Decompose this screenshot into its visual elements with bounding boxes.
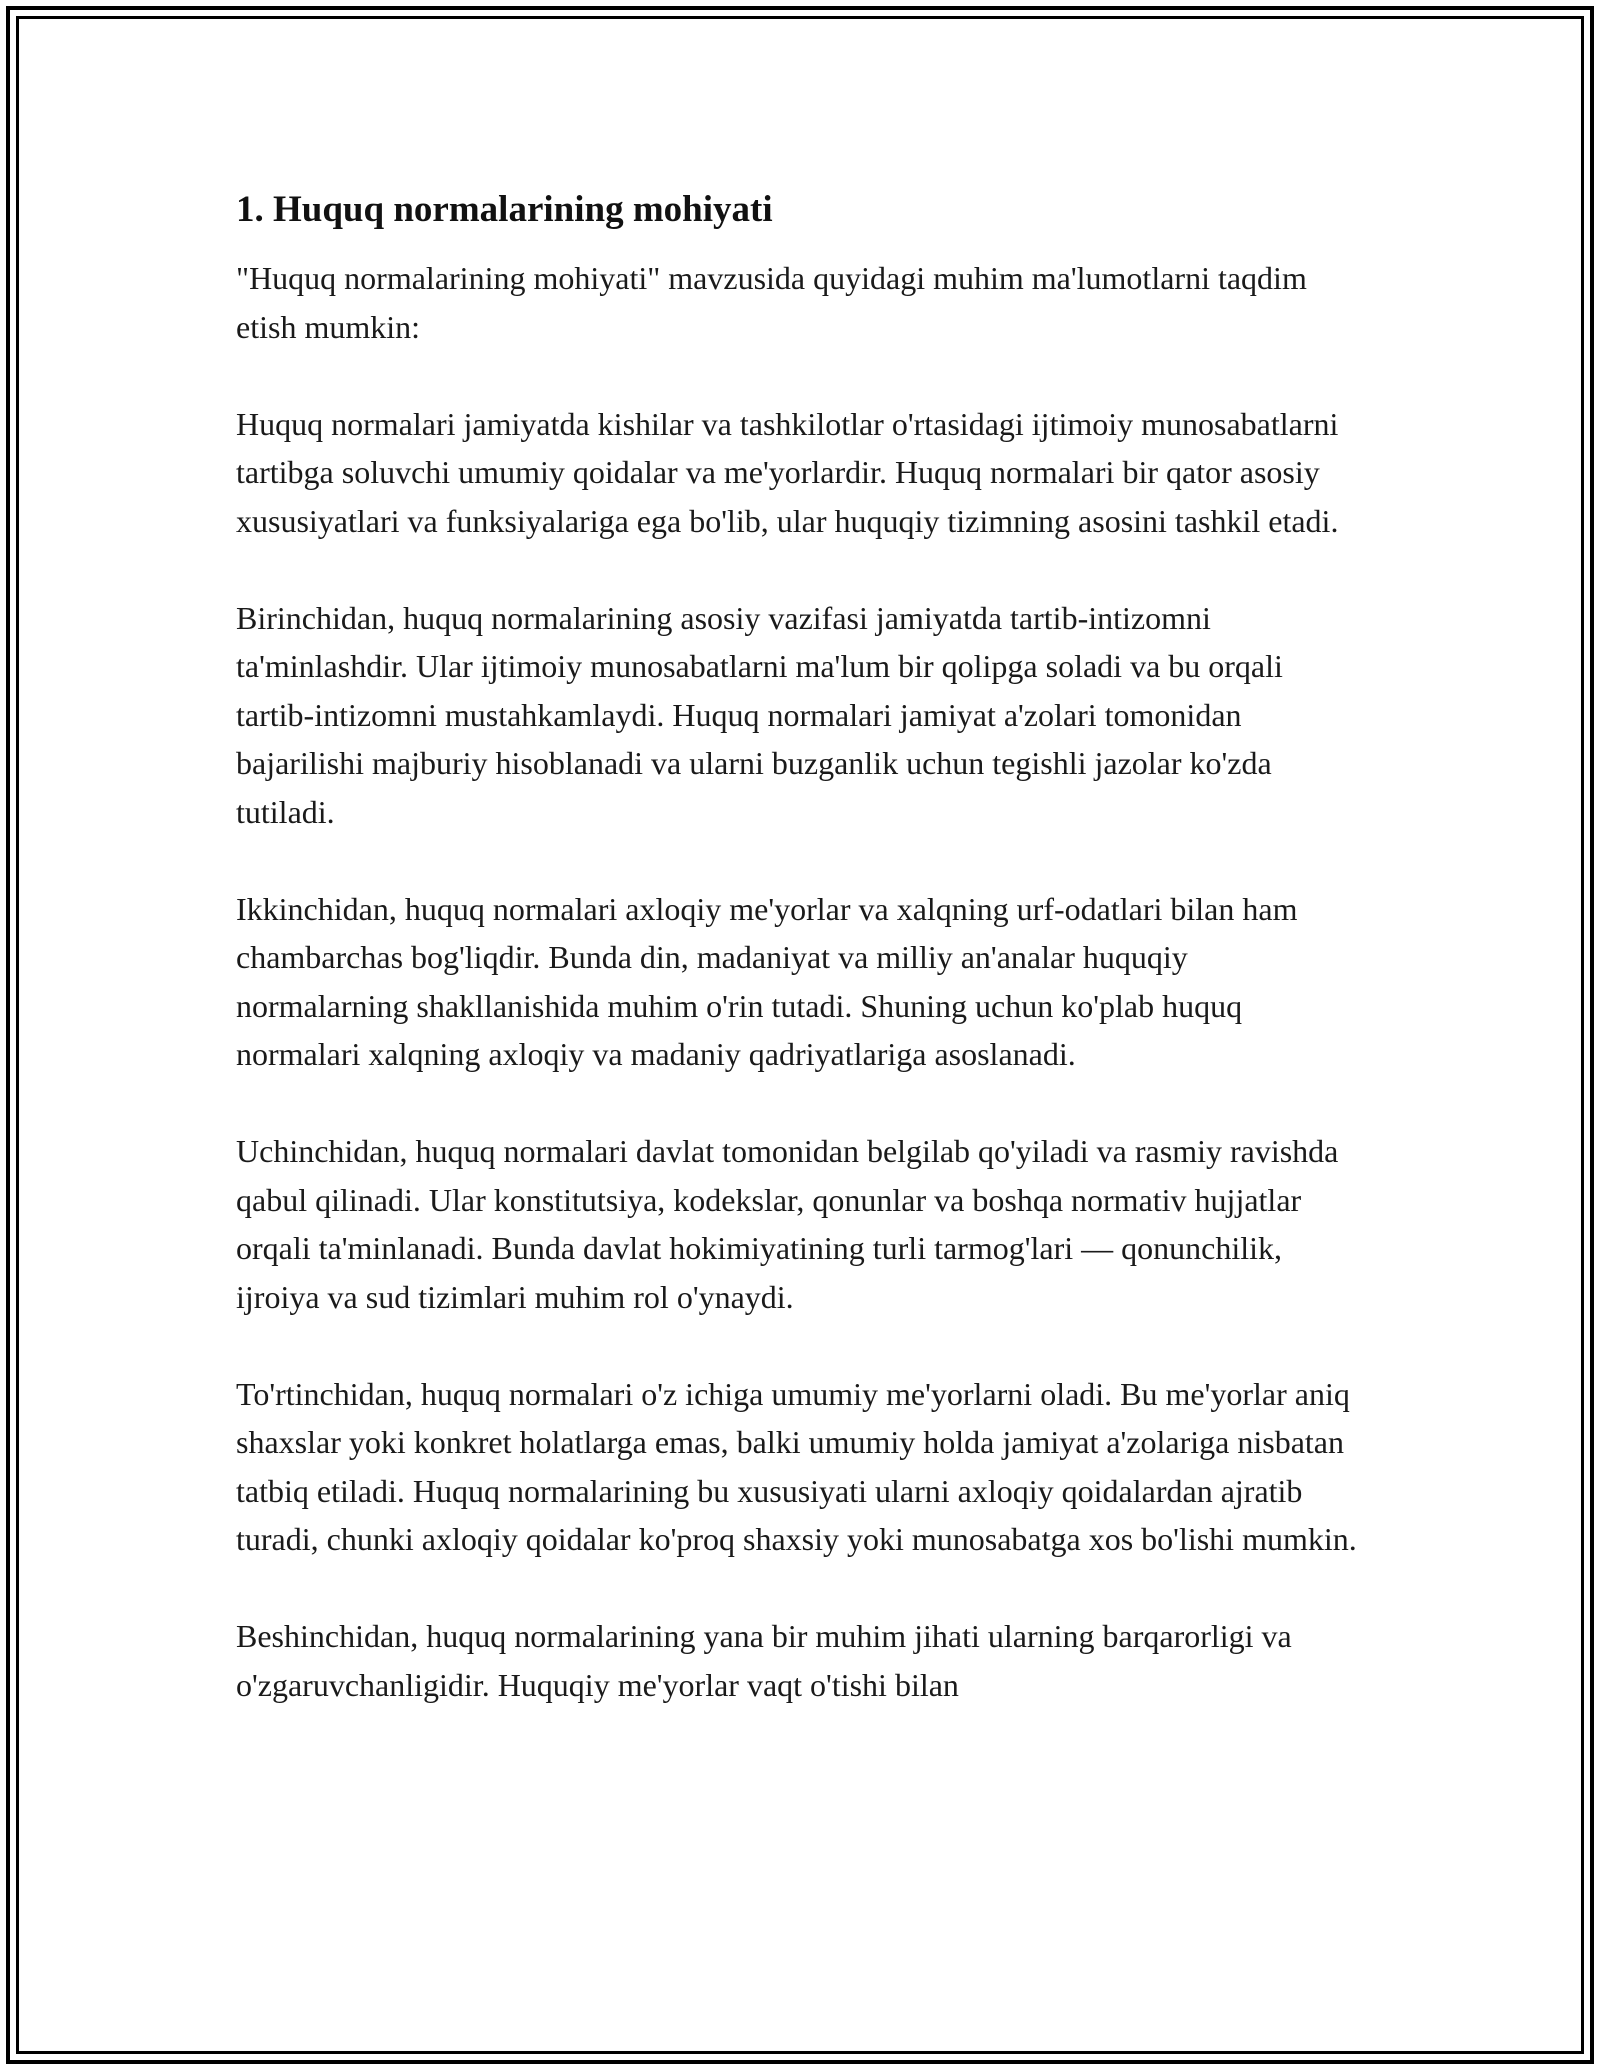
paragraph-definition: Huquq normalari jamiyatda kishilar va tashkilotlar o'rtasidagi ijtimoiy munosabatlarni tartibga soluvchi umumiy qoidalar va me'yorlardir. Huquq normalari bir qator asosiy xususiyatlari va funksiyalariga ega bo'lib, ular huquqiy tizimning asosini tashkil etadi. — [236, 405, 1339, 539]
paragraph-fourth-point: To'rtinchidan, huquq normalari o'z ichiga umumiy me'yorlarni oladi. Bu me'yorlar aniq shaxslar yoki konkret holatlarga emas, balki umumiy holda jamiyat a'zolariga nisbatan tatbiq etiladi. Huquq normalarining bu xususiyati ularni axloqiy qoidalardan ajratib turadi, chunki axloqiy qoidalar ko'proq shaxsiy yoki munosabatga xos bo'lishi mumkin. — [236, 1375, 1357, 1557]
paragraph-intro: "Huquq normalarining mohiyati" mavzusida quyidagi muhim ma'lumotlarni taqdim etish mumkin: — [236, 260, 1307, 345]
paragraph-fifth-point: Beshinchidan, huquq normalarining yana bir muhim jihati ularning barqarorligi va o'zgaruvchanligidir. Huquqiy me'yorlar vaqt o'tishi bilan — [236, 1618, 1292, 1703]
paragraph-second-point: Ikkinchidan, huquq normalari axloqiy me'yorlar va xalqning urf-odatlari bilan ham chambarchas bog'liqdir. Bunda din, madaniyat va milliy an'analar huquqiy normalarning shakllanishida muhim o'rin tutadi. Shuning uchun ko'plab huquq normalari xalqning axloqiy va madaniy qadriyatlariga asoslanadi. — [236, 890, 1298, 1072]
paragraph-first-point: Birinchidan, huquq normalarining asosiy vazifasi jamiyatda tartib-intizomni ta'minlashdir. Ular ijtimoiy munosabatlarni ma'lum bir qolipga soladi va bu orqali tartib-intizomni mustahkamlaydi. Huquq normalari jamiyat a'zolari tomonidan bajarilishi majburiy hisoblanadi va ularni buzganlik uchun tegishli jazolar ko'zda tutiladi. — [236, 599, 1283, 830]
section-heading: 1. Huquq normalarining mohiyati — [236, 189, 773, 230]
paragraph-third-point: Uchinchidan, huquq normalari davlat tomonidan belgilab qo'yiladi va rasmiy ravishda qabul qilinadi. Ular konstitutsiya, kodekslar, qonunlar va boshqa normativ hujjatlar orqali ta'minlanadi. Bunda davlat hokimiyatining turli tarmog'lari — qonunchilik, ijroiya va sud tizimlari muhim rol o'ynaydi. — [236, 1133, 1339, 1315]
document-body — [236, 186, 1366, 1758]
